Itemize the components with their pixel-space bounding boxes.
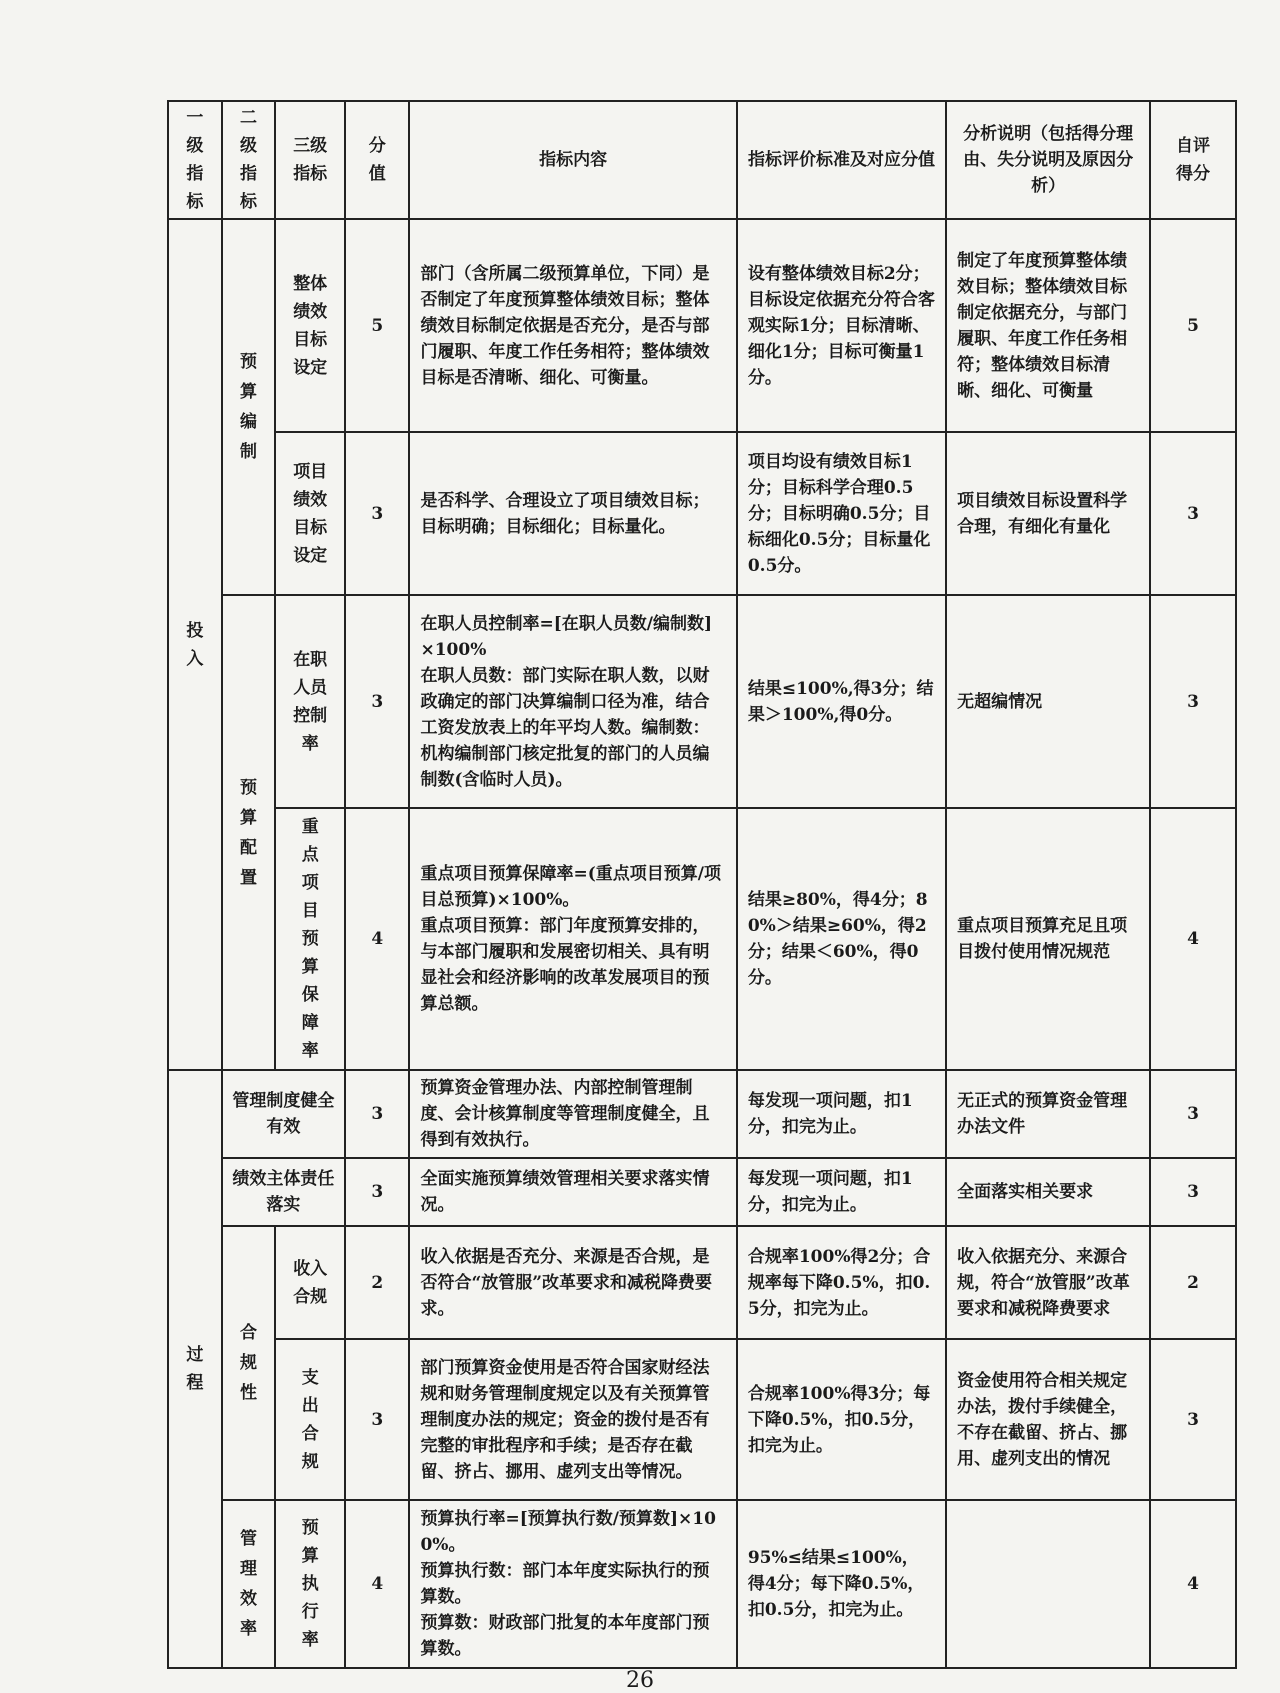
indicator-content: 部门（含所属二级预算单位，下同）是否制定了年度预算整体绩效目标；整体绩效目标制定依据是否充分，是否与部门履职、年度工作任务相符；整体绩效目标是否清晰、细化、可衡量。	[409, 219, 736, 432]
level1-input: 投入	[168, 219, 222, 1070]
analysis-text: 重点项目预算充足且项目拨付使用情况规范	[946, 808, 1150, 1070]
indicator-content: 预算资金管理办法、内部控制管理制度、会计核算制度等管理制度健全，且得到有效执行。	[409, 1070, 736, 1158]
score-value: 5	[345, 219, 409, 432]
score-value: 4	[345, 808, 409, 1070]
indicator-content: 预算执行率=[预算执行数/预算数]×100%。 预算执行数：部门本年度实际执行的预算数。 预算数：财政部门批复的本年度部门预算数。	[409, 1500, 736, 1668]
score-value: 3	[345, 595, 409, 808]
analysis-text: 全面落实相关要求	[946, 1158, 1150, 1226]
level2-mgmt-system: 管理制度健全有效	[222, 1070, 345, 1158]
self-score-value: 3	[1150, 1339, 1236, 1500]
indicator-content: 重点项目预算保障率=(重点项目预算/项目总预算)×100%。 重点项目预算：部门年度预算安排的，与本部门履职和发展密切相关、具有明显社会和经济影响的改革发展项目的预算总额。	[409, 808, 736, 1070]
self-score-value: 4	[1150, 808, 1236, 1070]
analysis-text: 制定了年度预算整体绩效目标；整体绩效目标制定依据充分，与部门履职、年度工作任务相符；整体绩效目标清晰、细化、可衡量	[946, 219, 1150, 432]
evaluation-criteria: 每发现一项问题，扣1分，扣完为止。	[737, 1070, 946, 1158]
level2-budget-prep: 预算编制	[222, 219, 276, 595]
self-score-value: 3	[1150, 595, 1236, 808]
score-value: 3	[345, 1339, 409, 1500]
indicator-content: 部门预算资金使用是否符合国家财经法规和财务管理制度规定以及有关预算管理制度办法的规定；资金的拨付是否有完整的审批程序和手续；是否存在截留、挤占、挪用、虚列支出等情况。	[409, 1339, 736, 1500]
analysis-text: 收入依据充分、来源合规，符合“放管服”改革要求和减税降费要求	[946, 1226, 1150, 1339]
evaluation-criteria: 结果≤100%,得3分；结果＞100%,得0分。	[737, 595, 946, 808]
evaluation-criteria: 设有整体绩效目标2分；目标设定依据充分符合客观实际1分；目标清晰、细化1分；目标可衡量1分。	[737, 219, 946, 432]
evaluation-criteria: 合规率100%得3分；每下降0.5%，扣0.5分，扣完为止。	[737, 1339, 946, 1500]
self-score-value: 4	[1150, 1500, 1236, 1668]
analysis-text: 资金使用符合相关规定办法，拨付手续健全，不存在截留、挤占、挪用、虚列支出的情况	[946, 1339, 1150, 1500]
level3-label: 在职人员控制率	[275, 595, 345, 808]
score-value: 3	[345, 1070, 409, 1158]
header-level3: 三级指标	[275, 101, 345, 219]
table-row	[168, 1500, 1236, 1668]
indicator-content: 在职人员控制率=[在职人员数/编制数]×100% 在职人员数：部门实际在职人数，以财政确定的部门决算编制口径为准，结合工资发放表上的年平均人数。编制数：机构编制部门核定批复的部门的人员编制数(含临时人员)。	[409, 595, 736, 808]
level2-mgmt-efficiency: 管理效率	[222, 1500, 276, 1668]
header-self-score: 自评得分	[1150, 101, 1236, 219]
analysis-text	[946, 1500, 1150, 1668]
self-score-value: 2	[1150, 1226, 1236, 1339]
header-level2: 二级指标	[222, 101, 276, 219]
score-value: 2	[345, 1226, 409, 1339]
table-row	[168, 808, 1236, 1070]
header-score: 分值	[345, 101, 409, 219]
table-row	[168, 1226, 1236, 1339]
header-level1: 一级指标	[168, 101, 222, 219]
level3-label: 支出合规	[275, 1339, 345, 1500]
score-value: 3	[345, 1158, 409, 1226]
table-row	[168, 595, 1236, 808]
level2-budget-alloc: 预算配置	[222, 595, 276, 1070]
self-score-value: 3	[1150, 432, 1236, 595]
indicator-content: 全面实施预算绩效管理相关要求落实情况。	[409, 1158, 736, 1226]
indicator-content: 收入依据是否充分、来源是否合规，是否符合“放管服”改革要求和减税降费要求。	[409, 1226, 736, 1339]
self-score-value: 3	[1150, 1158, 1236, 1226]
analysis-text: 无超编情况	[946, 595, 1150, 808]
table-row	[168, 219, 1236, 432]
analysis-text: 无正式的预算资金管理办法文件	[946, 1070, 1150, 1158]
table-row	[168, 1339, 1236, 1500]
evaluation-criteria: 合规率100%得2分；合规率每下降0.5%，扣0.5分，扣完为止。	[737, 1226, 946, 1339]
evaluation-criteria: 每发现一项问题，扣1分，扣完为止。	[737, 1158, 946, 1226]
level3-label: 收入合规	[275, 1226, 345, 1339]
performance-evaluation-table	[167, 100, 1237, 1669]
level3-label: 项目绩效目标设定	[275, 432, 345, 595]
evaluation-criteria: 项目均设有绩效目标1分；目标科学合理0.5分；目标明确0.5分；目标细化0.5分；目标量化0.5分。	[737, 432, 946, 595]
table-row	[168, 1070, 1236, 1158]
evaluation-criteria: 结果≥80%，得4分；80%＞结果≥60%，得2分；结果＜60%，得0分。	[737, 808, 946, 1070]
page-number: 26	[626, 1668, 654, 1693]
score-value: 3	[345, 432, 409, 595]
indicator-content: 是否科学、合理设立了项目绩效目标；目标明确；目标细化；目标量化。	[409, 432, 736, 595]
evaluation-criteria: 95%≤结果≤100%，得4分；每下降0.5%，扣0.5分，扣完为止。	[737, 1500, 946, 1668]
analysis-text: 项目绩效目标设置科学合理，有细化有量化	[946, 432, 1150, 595]
level3-label: 预算执行率	[275, 1500, 345, 1668]
level3-label: 重点项目预算保障率	[275, 808, 345, 1070]
level2-perf-subject: 绩效主体责任落实	[222, 1158, 345, 1226]
table-row	[168, 1158, 1236, 1226]
level2-compliance: 合规性	[222, 1226, 276, 1500]
table-row	[168, 432, 1236, 595]
level3-label: 整体绩效目标设定	[275, 219, 345, 432]
self-score-value: 5	[1150, 219, 1236, 432]
header-row	[168, 101, 1236, 219]
header-content: 指标内容	[409, 101, 736, 219]
score-value: 4	[345, 1500, 409, 1668]
level1-process: 过程	[168, 1070, 222, 1668]
header-criteria: 指标评价标准及对应分值	[737, 101, 946, 219]
header-analysis: 分析说明（包括得分理由、失分说明及原因分析）	[946, 101, 1150, 219]
self-score-value: 3	[1150, 1070, 1236, 1158]
